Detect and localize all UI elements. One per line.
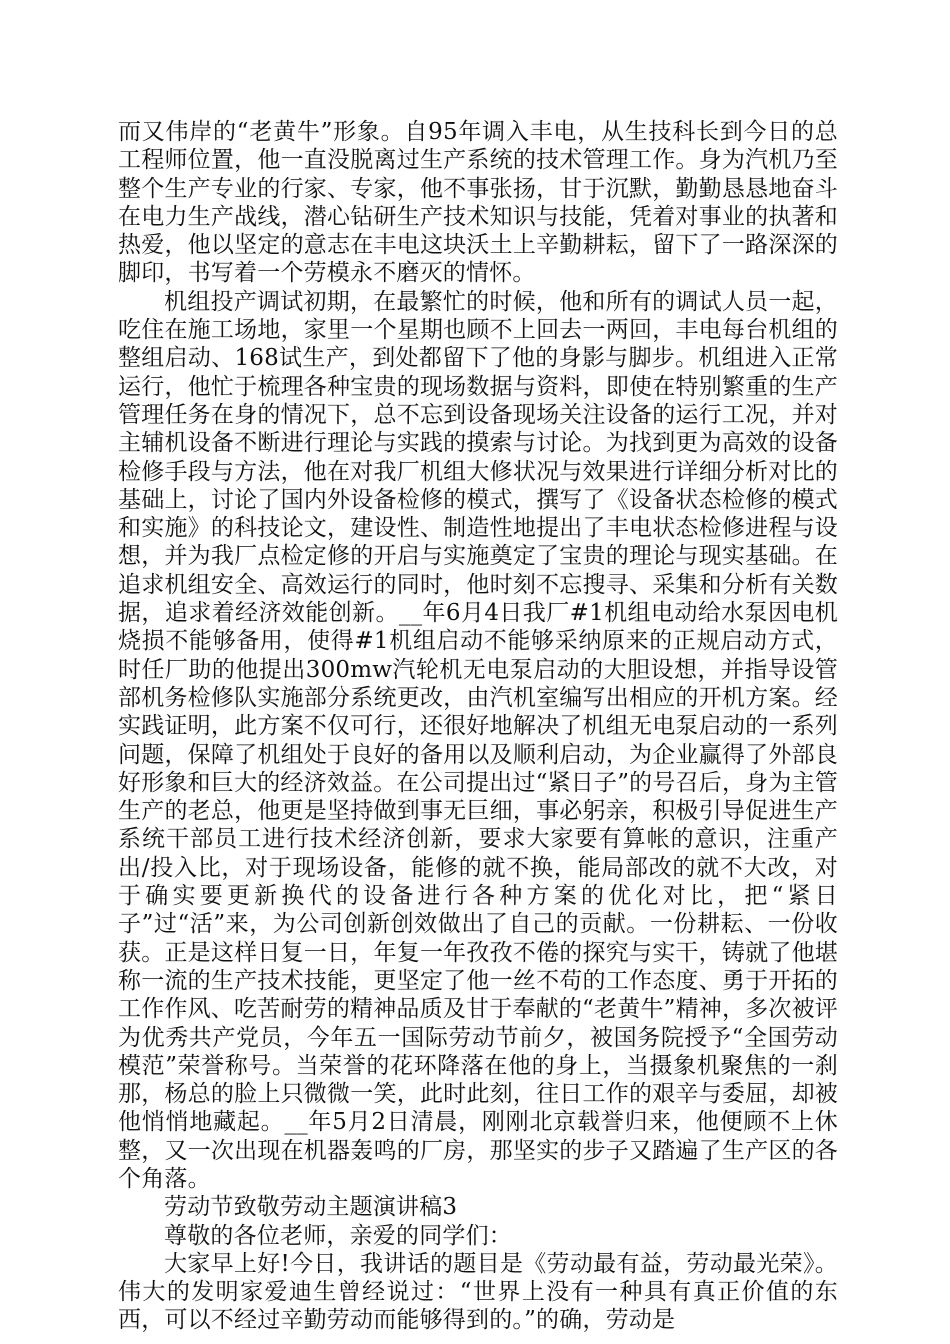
paragraph-commissioning: 机组投产调试初期，在最繁忙的时候，他和所有的调试人员一起，吃住在施工场地，家里一个星期也顾不上回去一两回，丰电每台机组的整组启动、168试生产，到处都留下了他的身影与脚步。机组进入正常运行，他忙于梳理各种宝贵的现场数据与资料，即使在特别繁重的生产管理任务在身的情况下，总不忘到设备现场关注设备的运行工况，并对主辅机设备不断进行理论与实践的摸索与讨论。为找到更为高效的设备检修手段与方法，他在对我厂机组大修状况与效果进行详细分析对比的基础上，讨论了国内外设备检修的模式，撰写了《设备状态检修的模式和实施》的科技论文，建设性、制造性地提出了丰电状态检修进程与设想，并为我厂点检定修的开启与实施奠定了宝贵的理论与现实基础。在追求机组安全、高效运行的同时，他时刻不忘搜寻、采集和分析有关数据，追求着经济效能创新。__年6月4日我厂#1机组电动给水泵因电机烧损不能够备用，使得#1机组启动不能够采纳原来的正规启动方式，时任厂助的他提出300mw汽轮机无电泵启动的大胆设想，并指导设管部机务检修队实施部分系统更改，由汽机室编写出相应的开机方案。经实践证明，此方案不仅可行，还很好地解决了机组无电泵启动的一系列问题，保障了机组处于良好的备用以及顺利启动，为企业赢得了外部良好形象和巨大的经济效益。在公司提出过“紧日子”的号召后，身为主管生产的老总，他更是坚持做到事无巨细，事必躬亲，积极引导促进生产系统干部员工进行技术经济创新，要求大家要有算帐的意识，注重产出/投入比，对于现场设备，能修的就不换，能局部改的就不大改，对于确实要更新换代的设备进行各种方案的优化对比，把“紧日子”过“活”来，为公司创新创效做出了自己的贡献。一份耕耘、一份收获。正是这样日复一日，年复一年孜孜不倦的探究与实干，铸就了他堪称一流的生产技术技能，更坚定了他一丝不苟的工作态度、勇于开拓的工作作风、吃苦耐劳的精神品质及甘于奉献的“老黄牛”精神，多次被评为优秀共产党员，今年五一国际劳动节前夕，被国务院授予“全国劳动模范”荣誉称号。当荣誉的花环降落在他的身上，当摄象机聚焦的一刹那，杨总的脸上只微微一笑，此时此刻，往日工作的艰辛与委屈，却被他悄悄地藏起。__年5月2日清晨，刚刚北京载誉归来，他便顾不上休整，又一次出现在机器轰鸣的厂房，那坚实的步子又踏遍了生产区的各个角落。	[118, 288, 838, 1192]
speech-title: 劳动节致敬劳动主题演讲稿3	[164, 1194, 458, 1221]
paragraph-continuation: 而又伟岸的“老黄牛”形象。自95年调入丰电，从生技科长到今日的总工程师位置，他一直没脱离过生产系统的技术管理工作。身为汽机乃至整个生产专业的行家、专家，他不事张扬，甘于沉默，勤勤恳恳地奋斗在电力生产战线，潜心钻研生产技术知识与技能，凭着对事业的执著和热爱，他以坚定的意志在丰电这块沃土上辛勤耕耘，留下了一路深深的脚印，书写着一个劳模永不磨灭的情怀。	[118, 119, 838, 287]
document-body	[118, 118, 838, 1335]
paragraph-speech-opening: 大家早上好!今日，我讲话的题目是《劳动最有益，劳动最光荣》。伟大的发明家爱迪生曾经说过：“世界上没有一种具有真正价值的东西，可以不经过辛勤劳动而能够得到的。”的确，劳动是	[118, 1250, 838, 1334]
salutation: 尊敬的各位老师，亲爱的同学们：	[164, 1222, 512, 1249]
